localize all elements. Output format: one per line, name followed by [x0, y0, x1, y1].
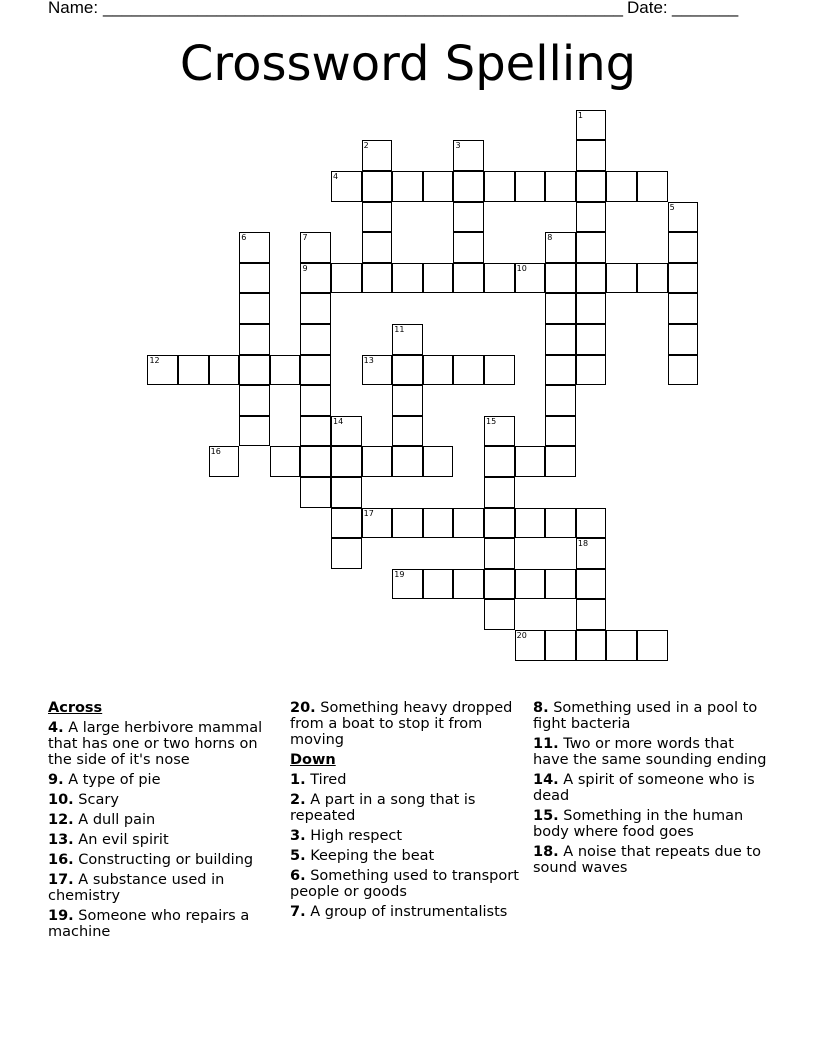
grid-cell[interactable] — [239, 293, 270, 324]
grid-cell[interactable] — [606, 630, 637, 661]
grid-cell[interactable] — [331, 508, 362, 539]
grid-cell[interactable] — [362, 263, 393, 294]
grid-cell[interactable] — [515, 263, 546, 294]
grid-cell[interactable] — [300, 293, 331, 324]
grid-cell[interactable] — [545, 324, 576, 355]
grid-cell[interactable] — [545, 232, 576, 263]
grid-cell[interactable] — [239, 385, 270, 416]
grid-cell[interactable] — [362, 140, 393, 171]
grid-cell[interactable] — [576, 140, 607, 171]
grid-cell[interactable] — [300, 385, 331, 416]
grid-cell[interactable] — [362, 355, 393, 386]
clue-down-7 — [290, 904, 522, 920]
grid-cell[interactable] — [576, 630, 607, 661]
clue-number: 14. — [533, 772, 559, 788]
clue-text: A type of pie — [68, 772, 161, 788]
clue-number: 17. — [48, 872, 74, 888]
grid-cell[interactable] — [300, 324, 331, 355]
grid-cell[interactable] — [668, 324, 699, 355]
grid-cell[interactable] — [576, 508, 607, 539]
grid-cell[interactable] — [239, 355, 270, 386]
clue-down-3 — [290, 828, 522, 844]
cell-number: 5 — [669, 202, 675, 212]
grid-cell[interactable] — [637, 630, 668, 661]
grid-cell[interactable] — [484, 416, 515, 447]
grid-cell[interactable] — [300, 232, 331, 263]
grid-cell[interactable] — [239, 232, 270, 263]
across-header: Across — [48, 700, 103, 716]
cell-number: 11 — [394, 325, 405, 335]
grid-cell[interactable] — [576, 232, 607, 263]
grid-cell[interactable] — [392, 355, 423, 386]
clue-number: 16. — [48, 852, 74, 868]
down-header: Down — [290, 752, 336, 768]
grid-cell[interactable] — [392, 171, 423, 202]
grid-cell[interactable] — [453, 202, 484, 233]
clue-across-17 — [48, 872, 280, 904]
grid-cell[interactable] — [545, 263, 576, 294]
clue-across-19 — [48, 908, 280, 940]
grid-cell[interactable] — [545, 446, 576, 477]
grid-cell[interactable] — [668, 293, 699, 324]
clue-number: 11. — [533, 736, 559, 752]
clue-down-5 — [290, 848, 522, 864]
grid-cell[interactable] — [362, 171, 393, 202]
clue-down-18 — [533, 844, 773, 876]
clue-number: 2. — [290, 792, 306, 808]
grid-cell[interactable] — [392, 263, 423, 294]
grid-cell[interactable] — [545, 630, 576, 661]
clue-number: 6. — [290, 868, 306, 884]
grid-cell[interactable] — [300, 477, 331, 508]
grid-cell[interactable] — [239, 324, 270, 355]
clue-text: A large herbivore mammal that has one or two horns on the side of it's nose — [48, 720, 263, 768]
cell-number: 17 — [363, 508, 374, 518]
clue-text: Something in the human body where food goes — [533, 808, 744, 840]
clue-text: An evil spirit — [78, 832, 169, 848]
grid-cell[interactable] — [331, 171, 362, 202]
grid-cell[interactable] — [484, 599, 515, 630]
grid-cell[interactable] — [423, 263, 454, 294]
grid-cell[interactable] — [270, 355, 301, 386]
grid-cell[interactable] — [545, 508, 576, 539]
grid-cell[interactable] — [576, 110, 607, 141]
grid-cell[interactable] — [668, 355, 699, 386]
grid-cell[interactable] — [545, 385, 576, 416]
cell-number: 14 — [333, 416, 344, 426]
grid-cell[interactable] — [392, 324, 423, 355]
grid-cell[interactable] — [545, 171, 576, 202]
clue-text: Tired — [310, 772, 347, 788]
grid-cell[interactable] — [484, 477, 515, 508]
grid-cell[interactable] — [392, 508, 423, 539]
grid-cell[interactable] — [270, 446, 301, 477]
grid-cell[interactable] — [331, 477, 362, 508]
grid-cell[interactable] — [576, 202, 607, 233]
grid-cell[interactable] — [453, 569, 484, 600]
grid-cell[interactable] — [484, 446, 515, 477]
cell-number: 9 — [302, 263, 308, 273]
grid-cell[interactable] — [209, 446, 240, 477]
grid-cell[interactable] — [392, 569, 423, 600]
grid-cell[interactable] — [362, 446, 393, 477]
grid-cell[interactable] — [239, 263, 270, 294]
grid-cell[interactable] — [453, 140, 484, 171]
grid-cell[interactable] — [484, 171, 515, 202]
grid-cell[interactable] — [515, 630, 546, 661]
cell-number: 18 — [577, 539, 589, 549]
grid-cell[interactable] — [576, 324, 607, 355]
clue-text: Something used to transport people or goods — [290, 868, 519, 900]
cell-number: 19 — [394, 569, 405, 579]
clue-column-1 — [48, 700, 280, 944]
grid-cell[interactable] — [637, 263, 668, 294]
grid-cell[interactable] — [331, 416, 362, 447]
clue-text: Constructing or building — [78, 852, 254, 868]
clue-text: High respect — [310, 828, 403, 844]
clue-number: 10. — [48, 792, 74, 808]
clue-number: 7. — [290, 904, 306, 920]
clue-down-14 — [533, 772, 773, 804]
grid-cell[interactable] — [545, 293, 576, 324]
clue-number: 13. — [48, 832, 74, 848]
clue-column-2 — [290, 700, 522, 924]
grid-cell[interactable] — [453, 263, 484, 294]
date-field-line[interactable]: _______ — [672, 0, 739, 17]
grid-cell[interactable] — [362, 508, 393, 539]
grid-cell[interactable] — [576, 538, 607, 569]
grid-cell[interactable] — [668, 202, 699, 233]
grid-cell[interactable] — [606, 171, 637, 202]
grid-cell[interactable] — [637, 171, 668, 202]
grid-cell[interactable] — [484, 538, 515, 569]
grid-cell[interactable] — [484, 263, 515, 294]
cell-number: 15 — [486, 416, 497, 426]
grid-cell[interactable] — [300, 416, 331, 447]
grid-cell[interactable] — [668, 232, 699, 263]
cell-number: 13 — [363, 355, 374, 365]
clue-text: A substance used in chemistry — [48, 872, 225, 904]
grid-cell[interactable] — [453, 508, 484, 539]
grid-cell[interactable] — [423, 569, 454, 600]
clue-text: A spirit of someone who is dead — [533, 772, 755, 804]
grid-cell[interactable] — [576, 171, 607, 202]
cell-number: 7 — [302, 233, 308, 243]
grid-cell[interactable] — [453, 232, 484, 263]
cell-number: 10 — [516, 263, 527, 273]
grid-cell[interactable] — [300, 263, 331, 294]
cell-number: 2 — [363, 141, 369, 151]
grid-cell[interactable] — [484, 355, 515, 386]
grid-cell[interactable] — [576, 355, 607, 386]
clue-number: 15. — [533, 808, 559, 824]
grid-cell[interactable] — [545, 416, 576, 447]
grid-cell[interactable] — [423, 171, 454, 202]
grid-cell[interactable] — [515, 446, 546, 477]
grid-cell[interactable] — [576, 263, 607, 294]
cell-number: 16 — [210, 447, 221, 457]
grid-cell[interactable] — [668, 263, 699, 294]
clue-number: 12. — [48, 812, 74, 828]
grid-cell[interactable] — [300, 446, 331, 477]
cell-number: 3 — [455, 141, 461, 151]
grid-cell[interactable] — [392, 385, 423, 416]
grid-cell[interactable] — [576, 569, 607, 600]
grid-cell[interactable] — [515, 171, 546, 202]
clue-down-15 — [533, 808, 773, 840]
grid-cell[interactable] — [484, 508, 515, 539]
clue-text: Something used in a pool to fight bacteria — [533, 700, 758, 732]
clue-number: 8. — [533, 700, 549, 716]
page-title: Crossword Spelling — [179, 36, 637, 92]
grid-cell[interactable] — [515, 569, 546, 600]
clue-down-11 — [533, 736, 773, 768]
clue-text: Keeping the beat — [310, 848, 435, 864]
clue-across-16 — [48, 852, 280, 868]
clue-across-10 — [48, 792, 280, 808]
clue-text: Something heavy dropped from a boat to stop it from moving — [290, 700, 513, 748]
clue-number: 9. — [48, 772, 64, 788]
grid-cell[interactable] — [331, 263, 362, 294]
clue-text: Two or more words that have the same sounding ending — [533, 736, 767, 768]
grid-cell[interactable] — [362, 232, 393, 263]
grid-cell[interactable] — [147, 355, 178, 386]
clue-text: A part in a song that is repeated — [290, 792, 476, 824]
clue-down-2 — [290, 792, 522, 824]
grid-cell[interactable] — [300, 355, 331, 386]
grid-cell[interactable] — [545, 569, 576, 600]
clue-column-3 — [533, 700, 773, 880]
clue-text: A dull pain — [78, 812, 156, 828]
grid-cell[interactable] — [362, 202, 393, 233]
clue-across-9 — [48, 772, 280, 788]
cell-number: 1 — [577, 110, 583, 120]
grid-cell[interactable] — [453, 355, 484, 386]
grid-cell[interactable] — [515, 508, 546, 539]
grid-cell[interactable] — [209, 355, 240, 386]
clue-number: 18. — [533, 844, 559, 860]
cell-number: 4 — [333, 172, 339, 182]
grid-cell[interactable] — [392, 446, 423, 477]
clue-number: 5. — [290, 848, 306, 864]
clue-text: Scary — [78, 792, 119, 808]
clue-down-1 — [290, 772, 522, 788]
clue-across-4 — [48, 720, 280, 768]
clue-text: A noise that repeats due to sound waves — [533, 844, 761, 876]
cell-number: 12 — [149, 355, 160, 365]
grid-cell[interactable] — [423, 355, 454, 386]
grid-cell[interactable] — [392, 416, 423, 447]
clue-down-8 — [533, 700, 773, 732]
grid-cell[interactable] — [178, 355, 209, 386]
clue-number: 4. — [48, 720, 64, 736]
date-label: Date: — [627, 0, 668, 17]
grid-cell[interactable] — [545, 355, 576, 386]
grid-cell[interactable] — [331, 538, 362, 569]
cell-number: 6 — [241, 233, 247, 243]
clue-across-12 — [48, 812, 280, 828]
grid-cell[interactable] — [239, 416, 270, 447]
name-label: Name: — [48, 0, 99, 17]
clue-number: 20. — [290, 700, 316, 716]
name-field-line[interactable]: _______________________________________________________ — [103, 0, 624, 17]
clue-across-13 — [48, 832, 280, 848]
clue-number: 1. — [290, 772, 306, 788]
cell-number: 8 — [547, 233, 553, 243]
grid-cell[interactable] — [331, 446, 362, 477]
clue-down-6 — [290, 868, 522, 900]
clue-across-20 — [290, 700, 522, 748]
clue-number: 19. — [48, 908, 74, 924]
grid-cell[interactable] — [423, 508, 454, 539]
clue-text: Someone who repairs a machine — [48, 908, 250, 940]
grid-cell[interactable] — [576, 599, 607, 630]
grid-cell[interactable] — [484, 569, 515, 600]
grid-cell[interactable] — [453, 171, 484, 202]
clue-number: 3. — [290, 828, 306, 844]
grid-cell[interactable] — [576, 293, 607, 324]
grid-cell[interactable] — [423, 446, 454, 477]
clue-text: A group of instrumentalists — [310, 904, 508, 920]
cell-number: 20 — [516, 631, 527, 641]
grid-cell[interactable] — [606, 263, 637, 294]
